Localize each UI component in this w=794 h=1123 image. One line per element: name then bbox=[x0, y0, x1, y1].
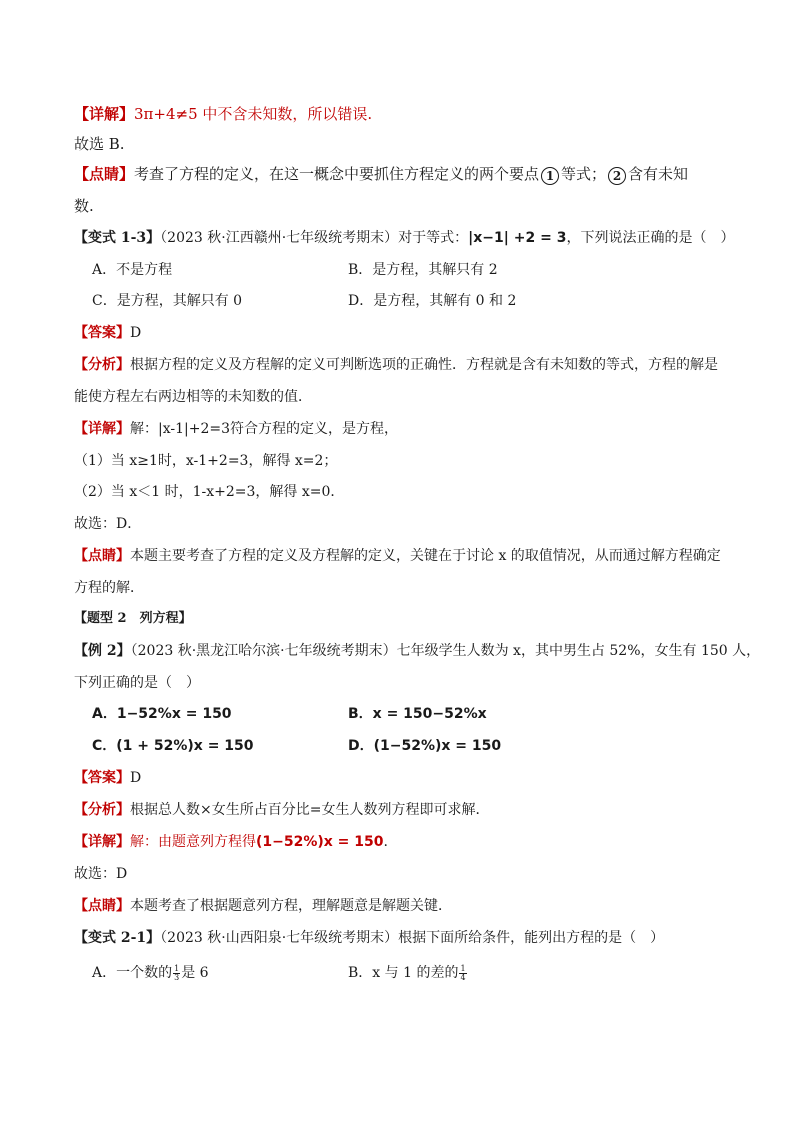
circled-number-1: 1 bbox=[541, 167, 559, 185]
detail-line bbox=[74, 104, 372, 124]
detail-text: 解：|x-1|+2=3符合方程的定义，是方程， bbox=[130, 421, 398, 437]
option-a: A．不是方程 bbox=[92, 262, 173, 278]
detail-tag: 【详解】 bbox=[74, 105, 135, 123]
example-source: （2023 秋·黑龙江哈尔滨·七年级统考期末）七年级学生人数为 x，其中男生占 52%，女生有 150 人， bbox=[130, 643, 761, 659]
variant-1-3-question bbox=[74, 228, 734, 248]
detail-text: 3π+4≠5 中不含未知数，所以错误. bbox=[134, 105, 373, 123]
example-2-question bbox=[74, 641, 760, 661]
answer-value: D bbox=[130, 770, 142, 786]
section-heading: 【题型 2 列方程】 bbox=[74, 611, 192, 626]
variant-label: 【变式 2-1】 bbox=[74, 930, 161, 946]
variant-2-1-question bbox=[74, 928, 664, 948]
comment-line bbox=[74, 896, 452, 916]
variant-label: 【变式 1-3】 bbox=[74, 230, 161, 246]
comment-tag: 【点睛】 bbox=[74, 548, 130, 564]
answer-value: D bbox=[130, 325, 142, 341]
detail-line bbox=[74, 419, 398, 439]
option-a: A．一个数的 $\frac{1}{3}$ 是 6 bbox=[92, 963, 209, 982]
analysis-text: 根据总人数×女生所占百分比=女生人数列方程即可求解． bbox=[130, 802, 490, 818]
detail-case-1: （1）当 x≥1时，x-1+2=3，解得 x=2； bbox=[74, 453, 338, 469]
analysis-line bbox=[74, 800, 489, 820]
option-d: D．是方程，其解有 0 和 2 bbox=[348, 293, 517, 309]
detail-line bbox=[74, 832, 388, 852]
answer-tag: 【答案】 bbox=[74, 770, 130, 786]
detail-case-2: （2）当 x＜1 时，1-x+2=3，解得 x=0． bbox=[74, 484, 345, 500]
option-d: D．(1−52%)x = 150 bbox=[348, 738, 502, 754]
comment-tag: 【点睛】 bbox=[74, 898, 130, 914]
variant-source: （2023 秋·江西赣州·七年级统考期末）对于等式： bbox=[160, 230, 469, 246]
comment-continuation: 方程的解． bbox=[74, 580, 144, 596]
analysis-line bbox=[74, 355, 718, 375]
comment-line bbox=[74, 546, 721, 566]
answer-tag: 【答案】 bbox=[74, 325, 130, 341]
option-c: C．(1 + 52%)x = 150 bbox=[92, 738, 254, 754]
comment-text: 本题主要考查了方程的定义及方程解的定义，关键在于讨论 x 的取值情况，从而通过解方程确定 bbox=[130, 548, 721, 564]
point2-text: 含有未知 bbox=[628, 165, 689, 183]
analysis-continuation: 能使方程左右两边相等的未知数的值． bbox=[74, 389, 312, 405]
option-a: A．1−52%x = 150 bbox=[92, 706, 232, 722]
detail-tag: 【详解】 bbox=[74, 834, 130, 850]
example-question: 下列正确的是（ ） bbox=[74, 675, 200, 691]
point1-text: 等式； bbox=[561, 165, 607, 183]
choose-line: 故选：D bbox=[74, 866, 128, 882]
comment-line bbox=[74, 164, 688, 185]
detail-suffix: . bbox=[383, 834, 388, 850]
analysis-tag: 【分析】 bbox=[74, 357, 130, 373]
option-b: B．是方程，其解只有 2 bbox=[348, 262, 498, 278]
comment-text: 考查了方程的定义，在这一概念中要抓住方程定义的两个要点 bbox=[134, 165, 540, 183]
comment-continuation: 数. bbox=[74, 197, 94, 215]
option-b: B．x 与 1 的差的 $\frac{1}{4}$ bbox=[348, 963, 466, 982]
fraction-one-fourth: $\frac{1}{4}$ bbox=[460, 963, 466, 982]
detail-tag: 【详解】 bbox=[74, 421, 130, 437]
choose-line: 故选：D． bbox=[74, 516, 142, 532]
choose-line: 故选 B. bbox=[74, 135, 125, 153]
comment-tag: 【点睛】 bbox=[74, 165, 135, 183]
variant-source: （2023 秋·山西阳泉·七年级统考期末）根据下面所给条件，能列出方程的是（ ） bbox=[160, 930, 665, 946]
comment-text: 本题考查了根据题意列方程，理解题意是解题关键． bbox=[130, 898, 452, 914]
answer-line bbox=[74, 768, 141, 788]
circled-number-2: 2 bbox=[608, 167, 626, 185]
variant-equation: |x−1| +2 = 3 bbox=[468, 230, 567, 246]
option-b: B．x = 150−52%x bbox=[348, 706, 487, 722]
answer-line bbox=[74, 323, 141, 343]
example-label: 【例 2】 bbox=[74, 643, 131, 659]
fraction-one-third: $\frac{1}{3}$ bbox=[174, 963, 180, 982]
detail-text: 解：由题意列方程得 bbox=[130, 834, 256, 850]
analysis-text: 根据方程的定义及方程解的定义可判断选项的正确性．方程就是含有未知数的等式，方程的解是 bbox=[130, 357, 718, 373]
option-c: C．是方程，其解只有 0 bbox=[92, 293, 243, 309]
variant-question: ，下列说法正确的是（ ） bbox=[566, 230, 735, 246]
detail-equation: (1−52%)x = 150 bbox=[256, 834, 384, 850]
analysis-tag: 【分析】 bbox=[74, 802, 130, 818]
